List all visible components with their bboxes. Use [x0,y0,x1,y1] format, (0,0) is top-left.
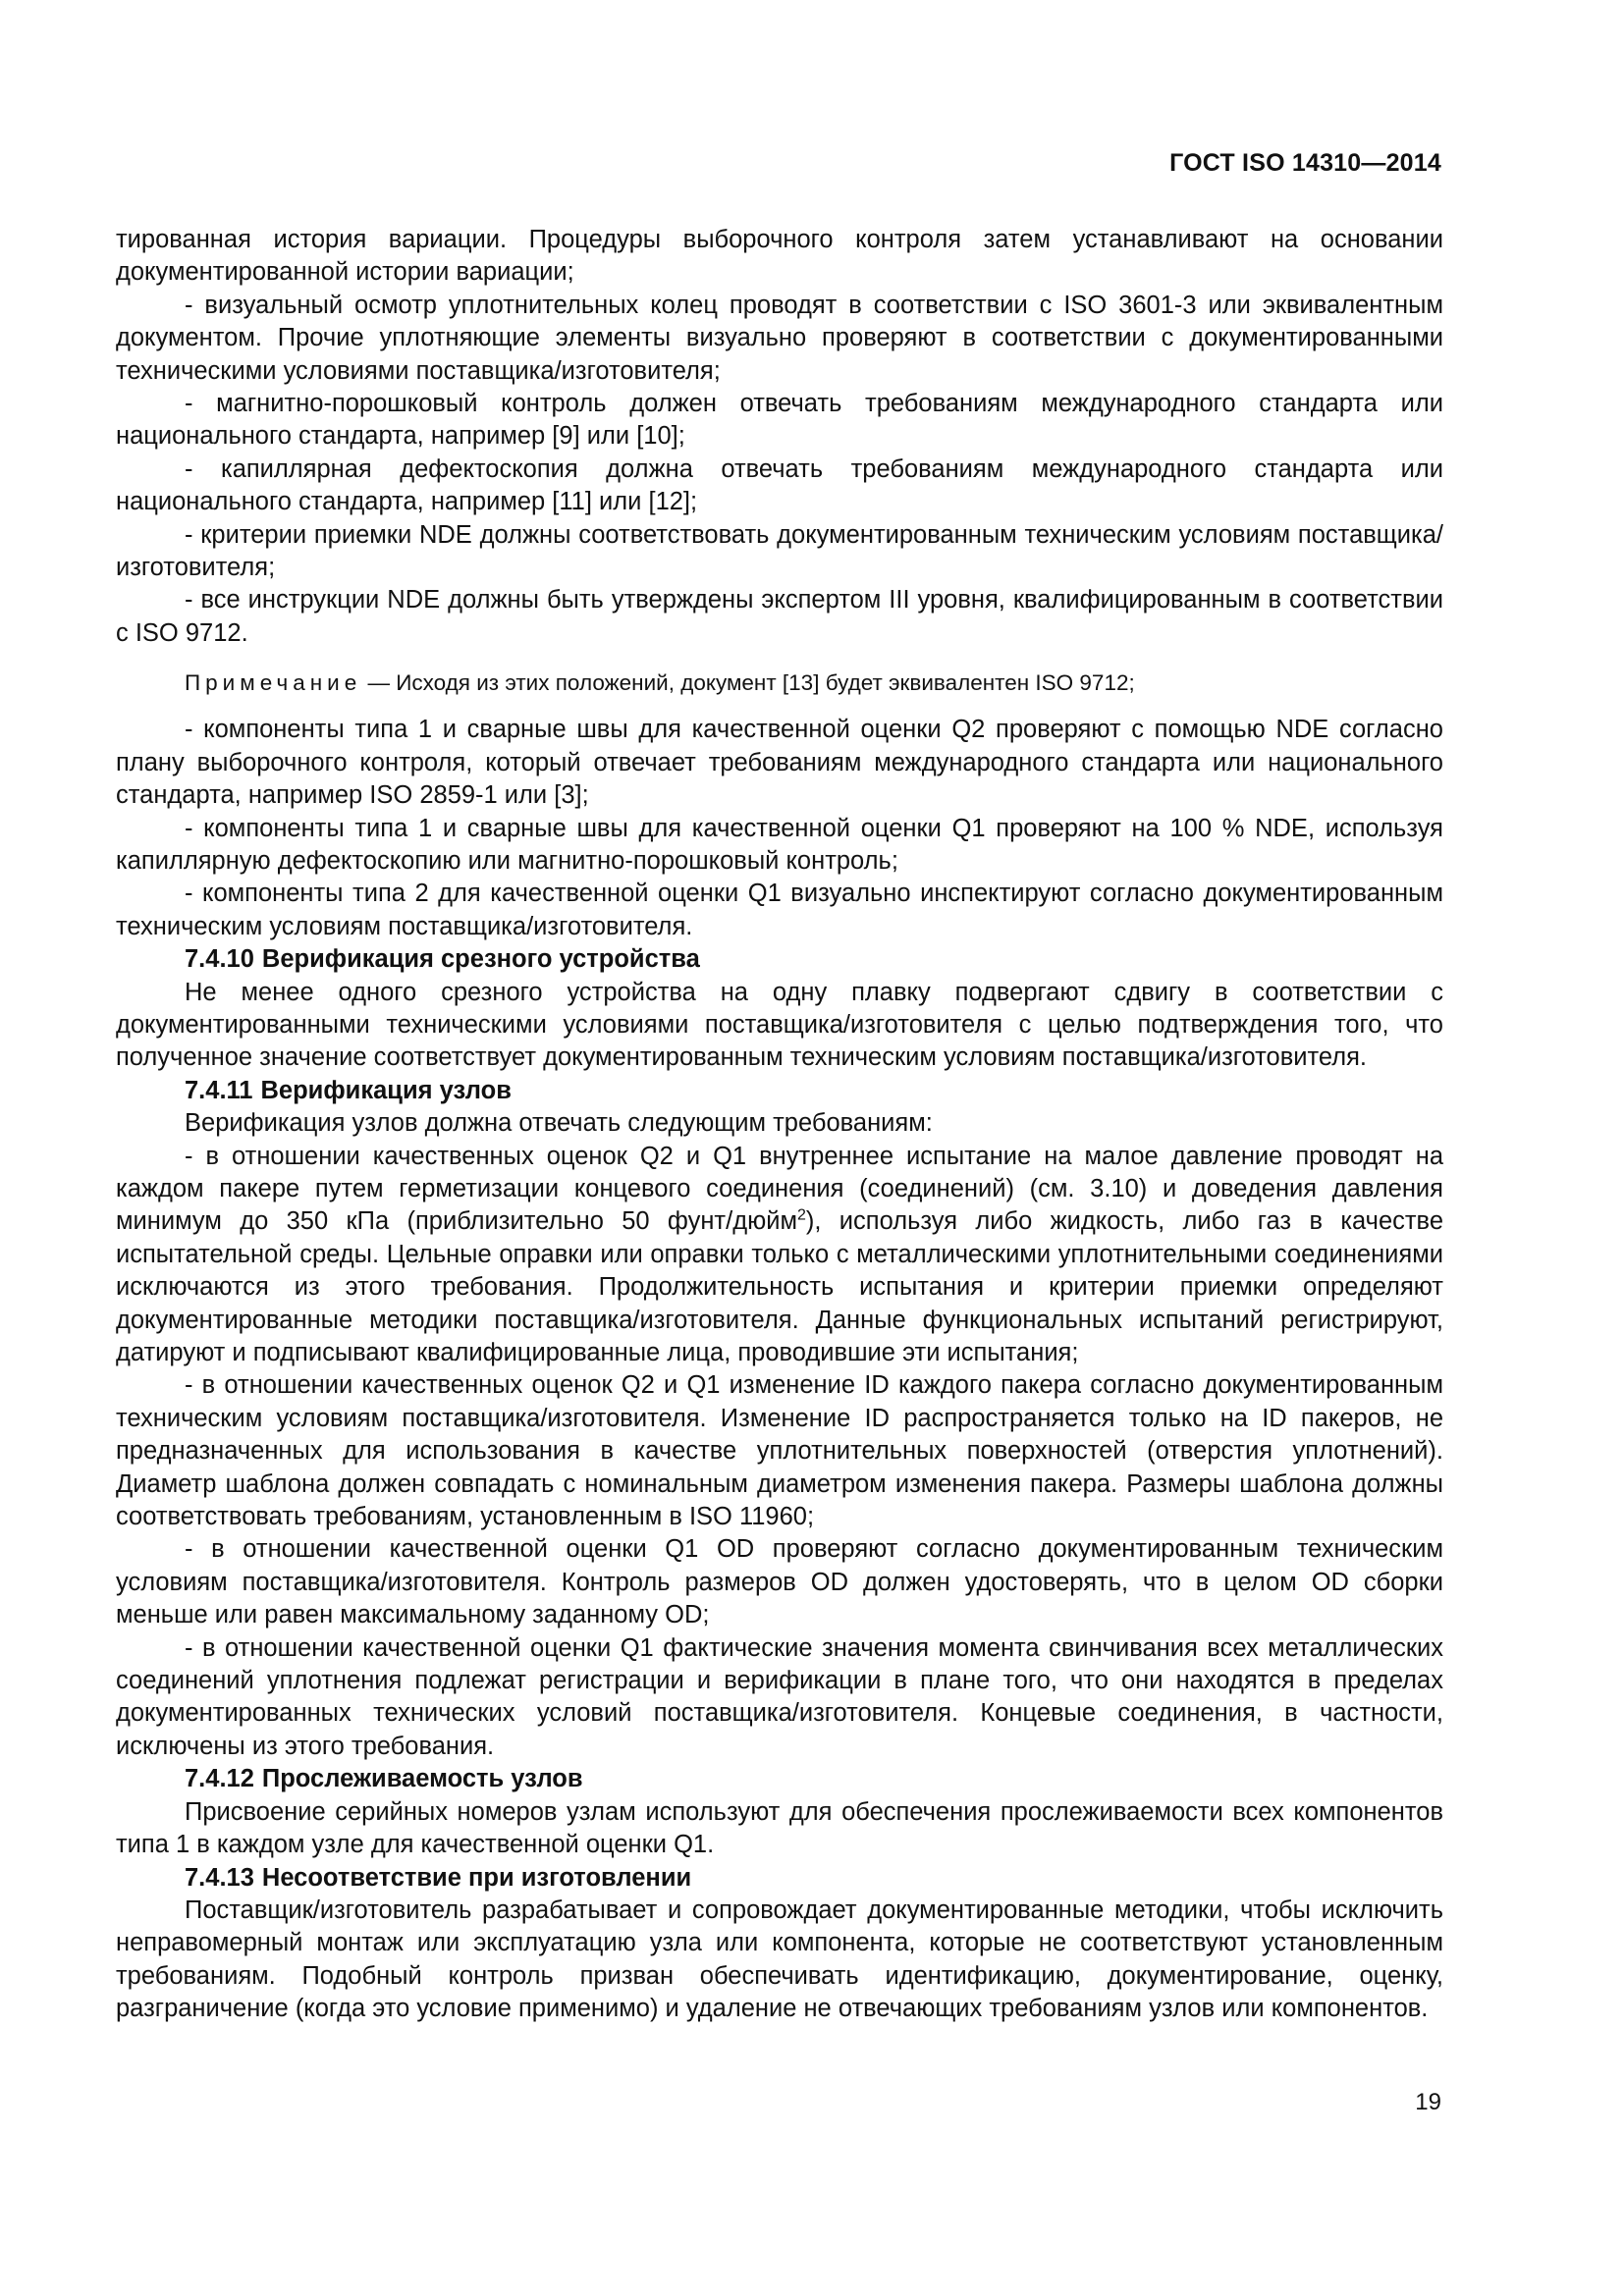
body-paragraph [116,1141,1443,1370]
body-paragraph: - все инструкции NDE должны быть утверждены экспертом III уровня, квалифицированным в соответствии с ISO 9712. [116,586,1443,647]
section-heading [116,1075,1443,1107]
body-paragraph: - магнитно-порошковый контроль должен отвечать требованиям международного стандарта или национального стандарта, например [9] или [10]; [116,390,1443,451]
body-paragraph: тированная история вариации. Процедуры выборочного контроля затем устанавливают на основании документированной истории вариации; [116,226,1443,287]
section-title: Верификация узлов [260,1076,512,1104]
section-number: 7.4.13 [185,1863,254,1892]
note-label: Примечание [185,670,362,696]
document-body [116,224,1443,2026]
note-paragraph [116,667,1443,699]
note-text: — Исходя из этих положений, документ [13] будет эквивалентен ISO 9712; [361,670,1135,696]
page-number: 19 [1415,2089,1441,2115]
section-number: 7.4.10 [185,945,254,974]
section-heading [116,1763,1443,1795]
body-paragraph: - в отношении качественной оценки Q1 OD проверяют согласно документированным техническим условиям поставщика/изготовителя. Контроль размеров OD должен удостоверять, что в целом OD сборки меньше или равен максимальному заданному OD; [116,1535,1443,1629]
body-paragraph: - в отношении качественной оценки Q1 фактические значения момента свинчивания всех металлических соединений уплотнения подлежат регистрации и верификации в плане того, что они находятся в пределах документированных технических условий поставщика/изготовителя. Концевые соединения, в частности, исключены из этого требования. [116,1633,1443,1760]
body-paragraph: Верификация узлов должна отвечать следующим требованиям: [185,1109,933,1138]
body-paragraph: - в отношении качественных оценок Q2 и Q1 изменение ID каждого пакера согласно документированным техническим условиям поставщика/изготовителя. Изменение ID распространяется только на ID пакеров, не предназначенных для использования в качестве уплотнительных поверхностей (отверстия уплотнений). Диаметр шаблона должен совпадать с номинальным диаметром изменения пакера. Размеры шаблона должны соответствовать требованиям, установленным в ISO 11960; [116,1371,1443,1531]
document-code-header: ГОСТ ISO 14310—2014 [1169,149,1441,177]
section-title: Верификация срезного устройства [261,945,700,974]
section-title: Прослеживаемость узлов [261,1765,583,1793]
section-heading [116,943,1443,976]
section-title: Несоответствие при изготовлении [261,1863,692,1892]
paragraph-text: ), используя либо жидкость, либо газ в качестве испытательной среды. Цельные оправки или оправки только с металлическими уплотнительными соединениями исключаются из этого требования. Продолжительность испытания и критерии приемки определяют документированные методики поставщика/изготовителя. Данные функциональных испытаний регистрируют, датируют и подписывают квалифицированные лица, проводившие эти испытания; [116,1207,1443,1366]
body-paragraph: Присвоение серийных номеров узлам используют для обеспечения прослеживаемости всех компонентов типа 1 в каждом узле для качественной оценки Q1. [116,1797,1443,1859]
paragraph-text: - в отношении качественных оценок Q2 и Q1 внутреннее испытание на малое давление проводят на каждом пакере путем герметизации концевого соединения (соединений) (см. 3.10) и доведения давления минимум до 350 кПа (приблизительно 50 фунт/дюйм [116,1142,1443,1236]
body-paragraph: Не менее одного срезного устройства на одну плавку подвергают сдвигу в соответствии с документированными техническими условиями поставщика/изготовителя с целью подтверждения того, что полученное значение соответствует документированным техническим условиям поставщика/изготовителя. [116,978,1443,1072]
body-paragraph: Поставщик/изготовитель разрабатывает и сопровождает документированные методики, чтобы исключить неправомерный монтаж или эксплуатацию узла или компонента, которые не соответствуют установленным требованиям. Подобный контроль призван обеспечивать идентификацию, документирование, оценку, разграничение (когда это условие применимо) и удаление не отвечающих требованиям узлов или компонентов. [116,1896,1443,2023]
superscript: 2 [796,1206,806,1224]
section-number: 7.4.11 [185,1076,253,1104]
body-paragraph: - критерии приемки NDE должны соответствовать документированным техническим условиям поставщика/изготовителя; [116,520,1443,582]
body-paragraph: - компоненты типа 1 и сварные швы для качественной оценки Q2 проверяют с помощью NDE согласно плану выборочного контроля, который отвечает требованиям международного стандарта или национального стандарта, например ISO 2859-1 или [3]; [116,716,1443,810]
body-paragraph: - визуальный осмотр уплотнительных колец проводят в соответствии с ISO 3601-3 или эквивалентным документом. Прочие уплотняющие элементы визуально проверяют в соответствии с документированными техническими условиями поставщика/изготовителя; [116,291,1443,385]
section-heading [116,1862,1443,1895]
body-paragraph: - капиллярная дефектоскопия должна отвечать требованиям международного стандарта или национального стандарта, например [11] или [12]; [116,454,1443,516]
body-paragraph: - компоненты типа 1 и сварные швы для качественной оценки Q1 проверяют на 100 % NDE, используя капиллярную дефектоскопию или магнитно-порошковый контроль; [116,814,1443,875]
body-paragraph: - компоненты типа 2 для качественной оценки Q1 визуально инспектируют согласно документированным техническим условиям поставщика/изготовителя. [116,880,1443,940]
section-number: 7.4.12 [185,1765,254,1793]
